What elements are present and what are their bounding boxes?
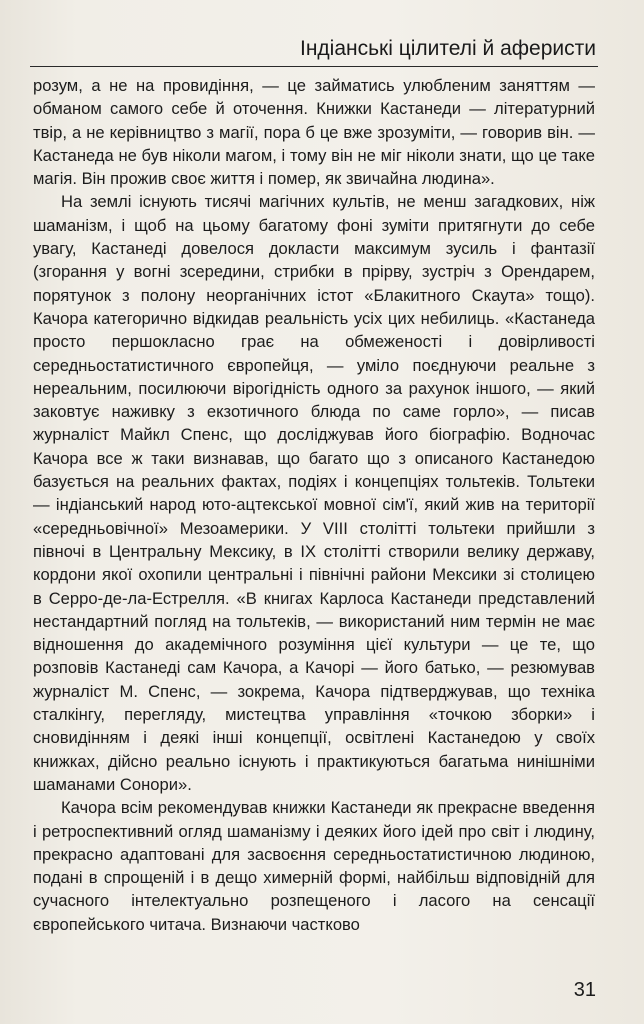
paragraph-continuation: розум, а не на провидіння, — це займатись улюбленим заняттям — обманом самого себе й оточення. Книжки Кастанеди — літературний твір, а не керівництво з магії, пора б це вже зрозуміти, — говорив він. — Кастанеда не був ніколи магом, і тому він не міг ніколи знати, що це таке магія. Він прожив своє життя і помер, як звичайна людина». xyxy=(33,76,595,189)
running-head-title: Індіанські цілителі й аферисти xyxy=(299,37,596,60)
header-rule xyxy=(30,66,598,67)
paragraph-magic-cults: На землі існують тисячі магічних культів, не менш загадкових, ніж шаманізм, і щоб на цьому багатому фоні зуміти притягнути до себе увагу, Кастанеді довелося докласти максимум зусиль і фантазії (згорання у вогні зсередини, стрибки в прірву, зустріч з Орендарем, порятунок з полону неорганічних істот «Блакитного Скаута» тощо). Качора категорично відкидав реальність усіх цих небилиць. «Кастанеда просто першокласно грає на обмеженості і довірливості середньостатистичного європейця, — уміло поєднуючи реальне з нереальним, посилюючи вірогідність одного за рахунок іншого, — який заковтує наживку з екзотичного блюда по саме горло», — писав журналіст Майкл Спенс, що досліджував його біографію. Водночас Качора все ж таки визнавав, що багато що з описаного Кастанедою базується на реальних фактах, подіях і концепціях тольтеків. Тольтеки — індіанський народ юто-ацтекської мовної сім'ї, який жив на території «середньовічної» Мезоамерики. У VIII столітті тольтеки прийшли з півночі в Центральну Мексику, в IX столітті створили велику державу, кордони якої охопили центральні і північні райони Мексики зі столицею в Серро-де-ла-Естрелля. «В книгах Карлоса Кастанеди представлений нестандартний погляд на тольтеків, — використаний ним термін не має відношення до академічного розуміння цієї культури — це те, що розповів Кастанеді сам Качора, а Качорі — його батько, — резюмував журналіст М. Спенс, — зокрема, Качора підтверджував, що техніка сталкінгу, перегляду, мистецтва управління «точкою зборки» і сновидінням і деякі інші концепції, освітлені Кастанедою у своїх книжках, дійсно реально існують і практикуються багатьма нинішніми шаманами Сонори». xyxy=(33,192,595,794)
page-number: 31 xyxy=(573,979,596,1001)
page-body xyxy=(33,74,595,936)
paragraph-recommendation: Качора всім рекомендував книжки Кастанеди як прекрасне введення і ретроспективний огляд шаманізму і деяких його ідей про світ і людину, прекрасно адаптовані для засвоєння середньостатистичною людиною, подані в спрощеній і в дещо химерній формі, найбільш відповідній для сучасного інтелектуально розпещеного і ласого на сенсації європейського читача. Визнаючи частково xyxy=(33,798,595,934)
